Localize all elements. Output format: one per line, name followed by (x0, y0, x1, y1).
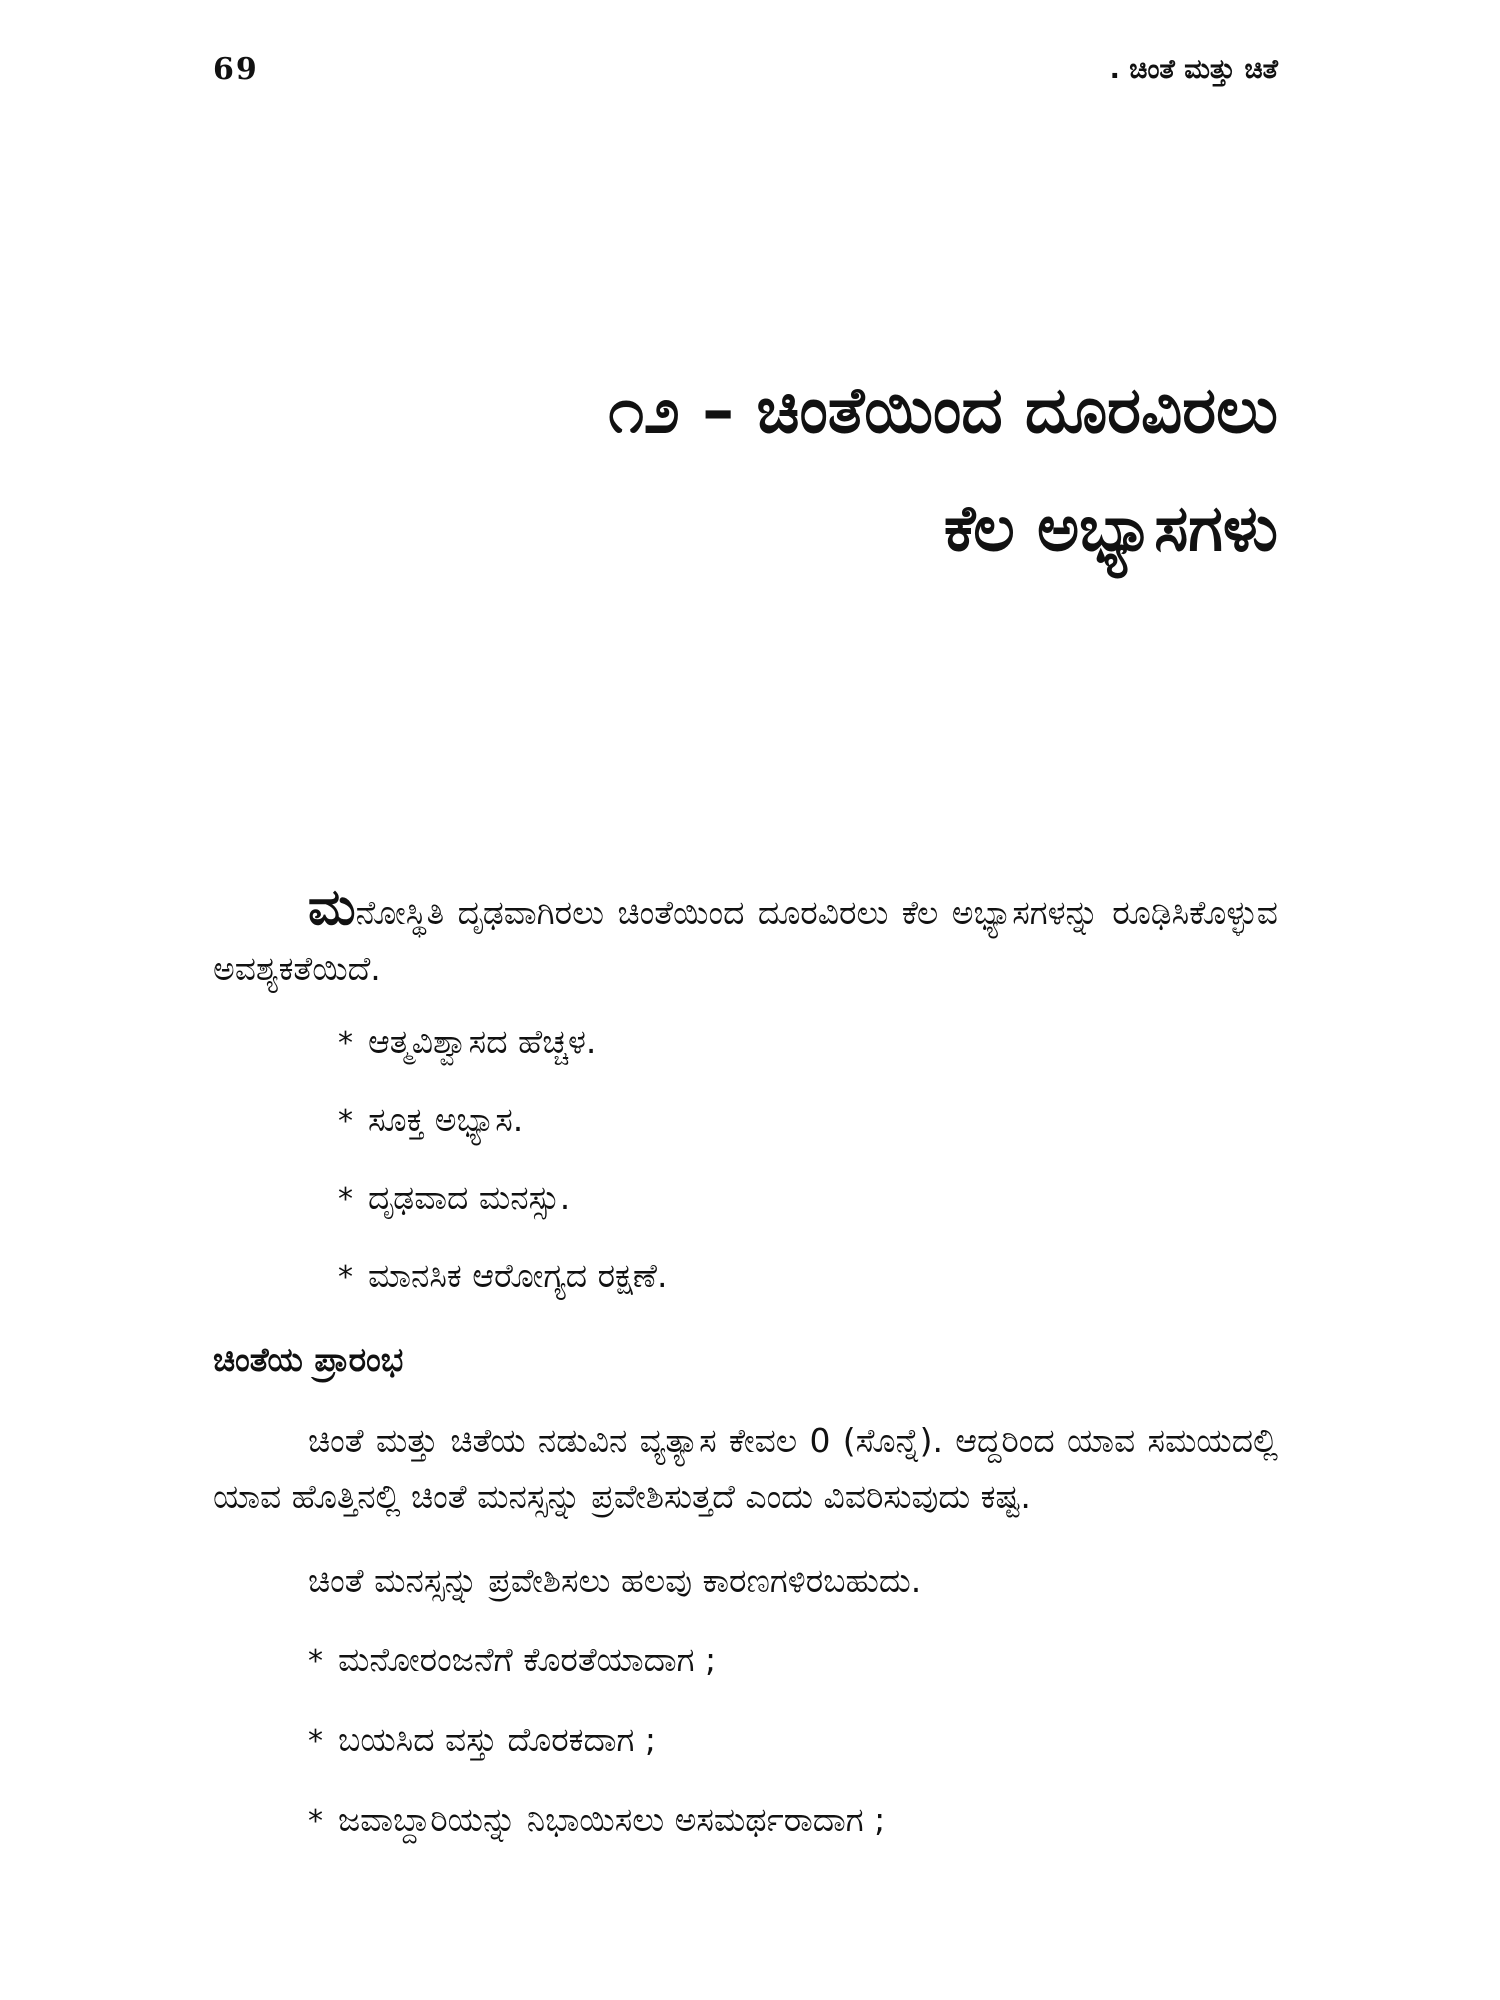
reasons-list (213, 1641, 1278, 1841)
list-item-text: ಸೂಕ್ತ ಅಭ್ಯಾಸ. (368, 1100, 524, 1139)
list-item (338, 1179, 1278, 1219)
list-item (308, 1721, 1278, 1761)
list-item (338, 1101, 1278, 1141)
list-item (338, 1023, 1278, 1063)
list-item-text: ಮನೋರಂಜನೆಗೆ ಕೊರತೆಯಾದಾಗ ; (338, 1640, 717, 1679)
running-head: . ಚಿಂತೆ ಮತ್ತು ಚಿತೆ (1109, 54, 1278, 85)
body-text (213, 878, 1278, 1881)
habits-list (213, 1023, 1278, 1297)
asterisk-bullet: * (308, 1724, 323, 1759)
list-item-text: ಆತ್ಮವಿಶ್ವಾಸದ ಹೆಚ್ಚಳ. (368, 1022, 597, 1061)
asterisk-bullet: * (338, 1026, 353, 1061)
asterisk-bullet: * (338, 1182, 353, 1217)
list-item-text: ಬಯಸಿದ ವಸ್ತು ದೊರಕದಾಗ ; (338, 1720, 656, 1759)
list-item (308, 1801, 1278, 1841)
chapter-title-line-2: ಕೆಲ ಅಭ್ಯಾಸಗಳು (943, 492, 1278, 566)
section-paragraph-1: ಚಿಂತೆ ಮತ್ತು ಚಿತೆಯ ನಡುವಿನ ವ್ಯತ್ಯಾಸ ಕೇವಲ 0 (ಸೊನ್ನೆ). ಆದ್ದರಿಂದ ಯಾವ ಸಮಯದಲ್ಲಿ ಯಾವ ಹೊತ್ತಿನಲ್ಲಿ ಚಿಂತೆ ಮನಸ್ಸನ್ನು ಪ್ರವೇಶಿಸುತ್ತದೆ ಎಂದು ವಿವರಿಸುವುದು ಕಷ್ಟ. (213, 1421, 1278, 1516)
list-item-text: ಮಾನಸಿಕ ಆರೋಗ್ಯದ ರಕ್ಷಣೆ. (368, 1256, 668, 1295)
intro-text: ನೋಸ್ಥಿತಿ ದೃಢವಾಗಿರಲು ಚಿಂತೆಯಿಂದ ದೂರವಿರಲು ಕೆಲ ಅಭ್ಯಾಸಗಳನ್ನು ರೂಢಿಸಿಕೊಳ್ಳುವ ಅವಶ್ಯಕತೆಯಿದೆ. (213, 893, 1278, 988)
list-item-text: ಜವಾಬ್ದಾರಿಯನ್ನು ನಿಭಾಯಿಸಲು ಅಸಮರ್ಥರಾದಾಗ ; (338, 1800, 886, 1839)
asterisk-bullet: * (338, 1260, 353, 1295)
asterisk-bullet: * (308, 1804, 323, 1839)
chapter-title-line-1: ೧೨ – ಚಿಂತೆಯಿಂದ ದೂರವಿರಲು (608, 374, 1278, 448)
asterisk-bullet: * (308, 1644, 323, 1679)
intro-paragraph (213, 878, 1278, 997)
chapter-title (278, 352, 1278, 588)
asterisk-bullet: * (338, 1104, 353, 1139)
page-number: 69 (213, 52, 259, 87)
list-item-text: ದೃಢವಾದ ಮನಸ್ಸು. (368, 1178, 571, 1217)
list-item (338, 1257, 1278, 1297)
section-paragraph-2: ಚಿಂತೆ ಮನಸ್ಸನ್ನು ಪ್ರವೇಶಿಸಲು ಹಲವು ಕಾರಣಗಳಿರಬಹುದು. (308, 1561, 922, 1600)
section-heading: ಚಿಂತೆಯ ಪ್ರಾರಂಭ (213, 1340, 404, 1379)
list-item (308, 1641, 1278, 1681)
drop-cap: ಮ (308, 878, 356, 936)
